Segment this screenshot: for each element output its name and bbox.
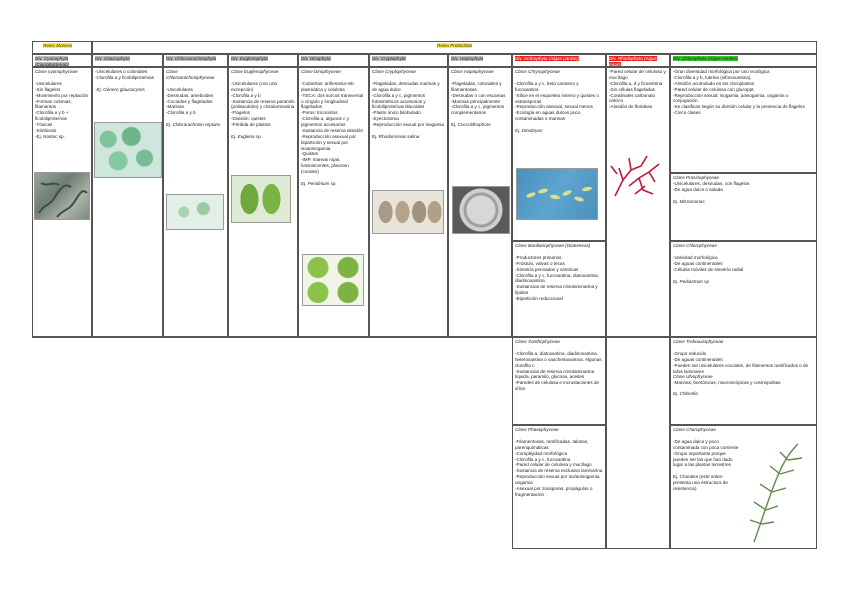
chlorophyceae-example: Ej. Pediastrum sp <box>673 278 709 284</box>
rhodomonas-image <box>372 190 444 234</box>
prasinophyceae-body: -Unicelulares, desnudas, con flagelos -De agua dulce o salada <box>673 180 750 192</box>
charophyceae-example: Ej. Charales (este orden presenta una estructura de resistencia) <box>673 474 728 491</box>
division-header-haptophyta: Div. Haptophyta <box>448 54 512 67</box>
red-algae-image <box>609 150 663 200</box>
chlorophyta-general-body: -Gran diversidad morfológica por uno ecológica -Clorofila a y b, luteína (sifonoxantina). -Almidón acumulado en los cloroplastos -Pared celular de celulosa con glucoppt. -Reproducción sexual: isogamia, anisogamia, oogamia o conjugación. -Se clasifican según su división celular y la presencia de flagelos -Cinco clases <box>673 69 805 116</box>
phaeophyceae-cell <box>512 425 606 549</box>
division-header-cyanophyta: Div. Cyanophyta (Cianobacterias) <box>32 54 92 67</box>
bacillariophyceae-cell <box>512 241 606 337</box>
division-header-cryptophyta: Div. Cryptophyta <box>369 54 448 67</box>
chrysophyceae-body: -Clorofila a y c, beta caroteno y fucoxantina -Sílice en el esqueleto interno y quistes o estatosporas -Reproducción asexual, sexual menos -Ecología en aguas dulces poco contaminadas o marinas <box>515 80 599 122</box>
xanthophyceae-body: -Clorofila a, diatoxantina, diadinoxantina, heteroxantina o vaucheriaxantina. Algunas clorofila c -Sustancias de reserva crisolaminarina líquida, paramilo, glucosa, aceites -Paredes de celulosa e incrustaciones de sílice <box>515 350 602 392</box>
kingdom-monera-cell <box>32 41 92 54</box>
division-header-euglenophyta: Div. Euglenophyta <box>228 54 298 67</box>
dinophyta-example: Ej. Peridinium sp. <box>301 180 337 186</box>
cryptophyta-example: Ej. Rhodomonas salina <box>372 133 420 139</box>
euglenophyta-class-title: Clase Euglenophyceae <box>231 69 279 74</box>
xanthophyceae-cell <box>512 337 606 425</box>
chloroarachnophyta-example: Ej. Chlorarachnion reptans <box>166 122 221 128</box>
bacillariophyceae-title: Clase Bacillariophyceae (Diatomeas) <box>515 243 591 248</box>
chlorophyta-general-cell <box>670 67 817 173</box>
lower-empty-region <box>32 337 512 549</box>
phaeophyceae-body: -Filamentosas, ramificadas, talosas, parenquimáticas -Complejidad morfológica -Clorofila a y c, fucoxantina -Pared celular de celulosa y mucílago -Sustancia de reserva exclusiva laminarina -Reproducción sexual por iso/anisogamia, oogamia -Asexual por zoosporas, propágulos o fragmentación <box>515 438 603 497</box>
coccolithophore-image <box>452 186 510 234</box>
rhodophyta-body: -Pared celular de celulosa y mucílago -Clorofila a, d y ficoeritrina -Sin células flageladas -Coralinales carbonato cálcico -Almidón de florideas <box>609 69 666 110</box>
rhodophyta-lower-cell <box>606 337 670 549</box>
chrysophyceae-title: Clase Chrysophyceae <box>515 69 560 74</box>
kingdom-protoctista-cell <box>92 41 817 54</box>
haptophyta-class-title: Clase Haptophyceae <box>451 69 494 74</box>
kingdom-protoctista-label: Reino Protoctista <box>437 43 472 48</box>
dinophyta-class-title: Clase Dinophyceae <box>301 69 341 74</box>
trebouxiophyceae-body: -Grupo reducido -De aguas continentales -Pueden ser unicelulares cocoides, de filamentos ramificados o de talos laminares <box>673 350 809 374</box>
cyanophyta-body: -Unicelulares -Sin flagelos -Movimiento por reptación -Forman colonias, filamentos -Clorofila a y b + ficobiliproteínas -Tóxicas -Simbiosis <box>35 80 89 133</box>
trebouxiophyceae-cell <box>670 337 817 425</box>
division-header-dinophyta: Div. Dinophyta <box>298 54 369 67</box>
chrysophyceae-example: Ej. Dinobryon <box>515 128 543 133</box>
phaeophyceae-title: Clase Phaeophyceae <box>515 427 559 432</box>
euglenophyta-body: -Unicelulares (con una excepción) -Clorofila a y b -Sustancia de reserva paramilo (polisacárido) y crisolaminarina -Flagelos -División: quistes -Pérdida de plastos <box>231 80 295 127</box>
dinophyta-body: -Cubiertas: anfiesoma-mb plasmática y celulosa -TECA: dos surcos transversal o cíngulo y longitudinal flagelados -Poros: tricocistos -Clorofila a, algunos c y pigmentos accesorios -Sustancia de reserva almidón -Reproducción asexual por bipartición y sexual por isoanisogamia -Quistes -IMP. mareas rojas, luminiscentes, plancton (corales) <box>301 80 364 174</box>
kingdom-monera-label: Reino Monera <box>43 43 72 48</box>
charophyceae-body: -De agua dulce y poco contaminada con poca corriente -Grupo importante porque pueden ser las que han dado lugar a las plantas terrestres <box>673 438 739 468</box>
prasinophyceae-title: Clase Prasinophyceae <box>673 175 719 180</box>
haptophyta-body: -Flageladas, coloniales y filamentosas -Desnudas o con escamas -Marinas principalmente -Clorofila a y c, pigmentos complementarios <box>451 80 506 116</box>
prasinophyceae-example: Ej. Micromonas <box>673 198 705 204</box>
bacillariophyceae-body: -Productores primarios -Frústulo, valvas o tecas -Simetría pennadas y céntricas -Clorofila a y c, fucoxantina, diatoxantina, diadinoxantina -Sustancias de reserva crisolaminarina y lípidos -Bipartición reduccional <box>515 254 600 301</box>
dinobryon-image <box>516 168 598 220</box>
division-header-ochrophyta: Div. Ochrophyta (Algas pardas) <box>512 54 606 67</box>
chara-image <box>742 440 812 544</box>
euglena-image <box>231 175 291 223</box>
glaucophyta-column <box>92 67 163 337</box>
division-header-chlorophyta: Div. Chlorophyta (Algas verdes) <box>670 54 817 67</box>
trebouxiophyceae-title: Clase Trebouxiophyceae <box>673 339 724 344</box>
chlorophyceae-body: -Variedad morfológica -De aguas continentales -Células móviles de simetría radial <box>673 254 744 272</box>
trebouxiophyceae-example: Ej. Chlorella <box>673 391 698 397</box>
xanthophyceae-title: Clase Xanthophyceae <box>515 339 560 344</box>
division-header-glaucophyta: Div. Glaucophyta <box>92 54 163 67</box>
chlorarachnion-image <box>166 194 224 230</box>
chlorophyceae-title: Clase Chlorophyceae <box>673 243 717 248</box>
rhodophyta-column <box>606 67 670 337</box>
chloroarachnophyta-body: -Unicelulares -Desnudas, ameboides -Cocoides y flagelados -Marinas -Clorofila a y b <box>166 86 214 116</box>
division-header-rhodophyta: Div. Rhodophyta (Algas rojas) <box>606 54 670 67</box>
ulvophyceae-body: -Marinas, bentónicas, macroscópicas y cosmopolitas <box>673 380 781 386</box>
glaucocystis-image <box>94 122 162 178</box>
euglenophyta-example: Ej. Euglena sp. <box>231 133 262 139</box>
cryptophyta-class-title: Clase Cryptophyceae <box>372 69 416 74</box>
cryptophyta-body: -Flageladas, desnudas marinas y de agua dulce -Clorofila a y c, pigmentos fotosintéticos accesorios y ficobiliproteínas tilacoides -Plasto único bilobulado -Eyectosoma -Reproducción sexual por isogamia <box>372 80 445 127</box>
peridinium-image <box>302 254 364 306</box>
charophyceae-title: Clase Charophyceae <box>673 427 716 432</box>
nostoc-image <box>34 172 90 220</box>
ulvophyceae-title: Clase Ulvophyceae <box>673 374 713 380</box>
glaucophyta-example: -Ej. Género glaucocystis <box>95 86 145 92</box>
haptophyta-example: Ej. Coccolithophore <box>451 122 491 128</box>
division-header-chloroarachnophyta: Div. Chloroarachnophyta <box>163 54 228 67</box>
glaucophyta-body: -Unicelulares o coloniales -Clorofila a y ficobiliproteínas <box>95 69 154 80</box>
prasinophyceae-cell <box>670 173 817 241</box>
chlorophyceae-cell <box>670 241 817 337</box>
cyanophyta-class-title: Clase cyanophyceae <box>35 69 78 74</box>
cyanophyta-example: -Ej. Nostoc sp. <box>35 133 65 139</box>
chloroarachnophyta-class-title: Clase Chloroarachniophyceae <box>166 69 215 80</box>
